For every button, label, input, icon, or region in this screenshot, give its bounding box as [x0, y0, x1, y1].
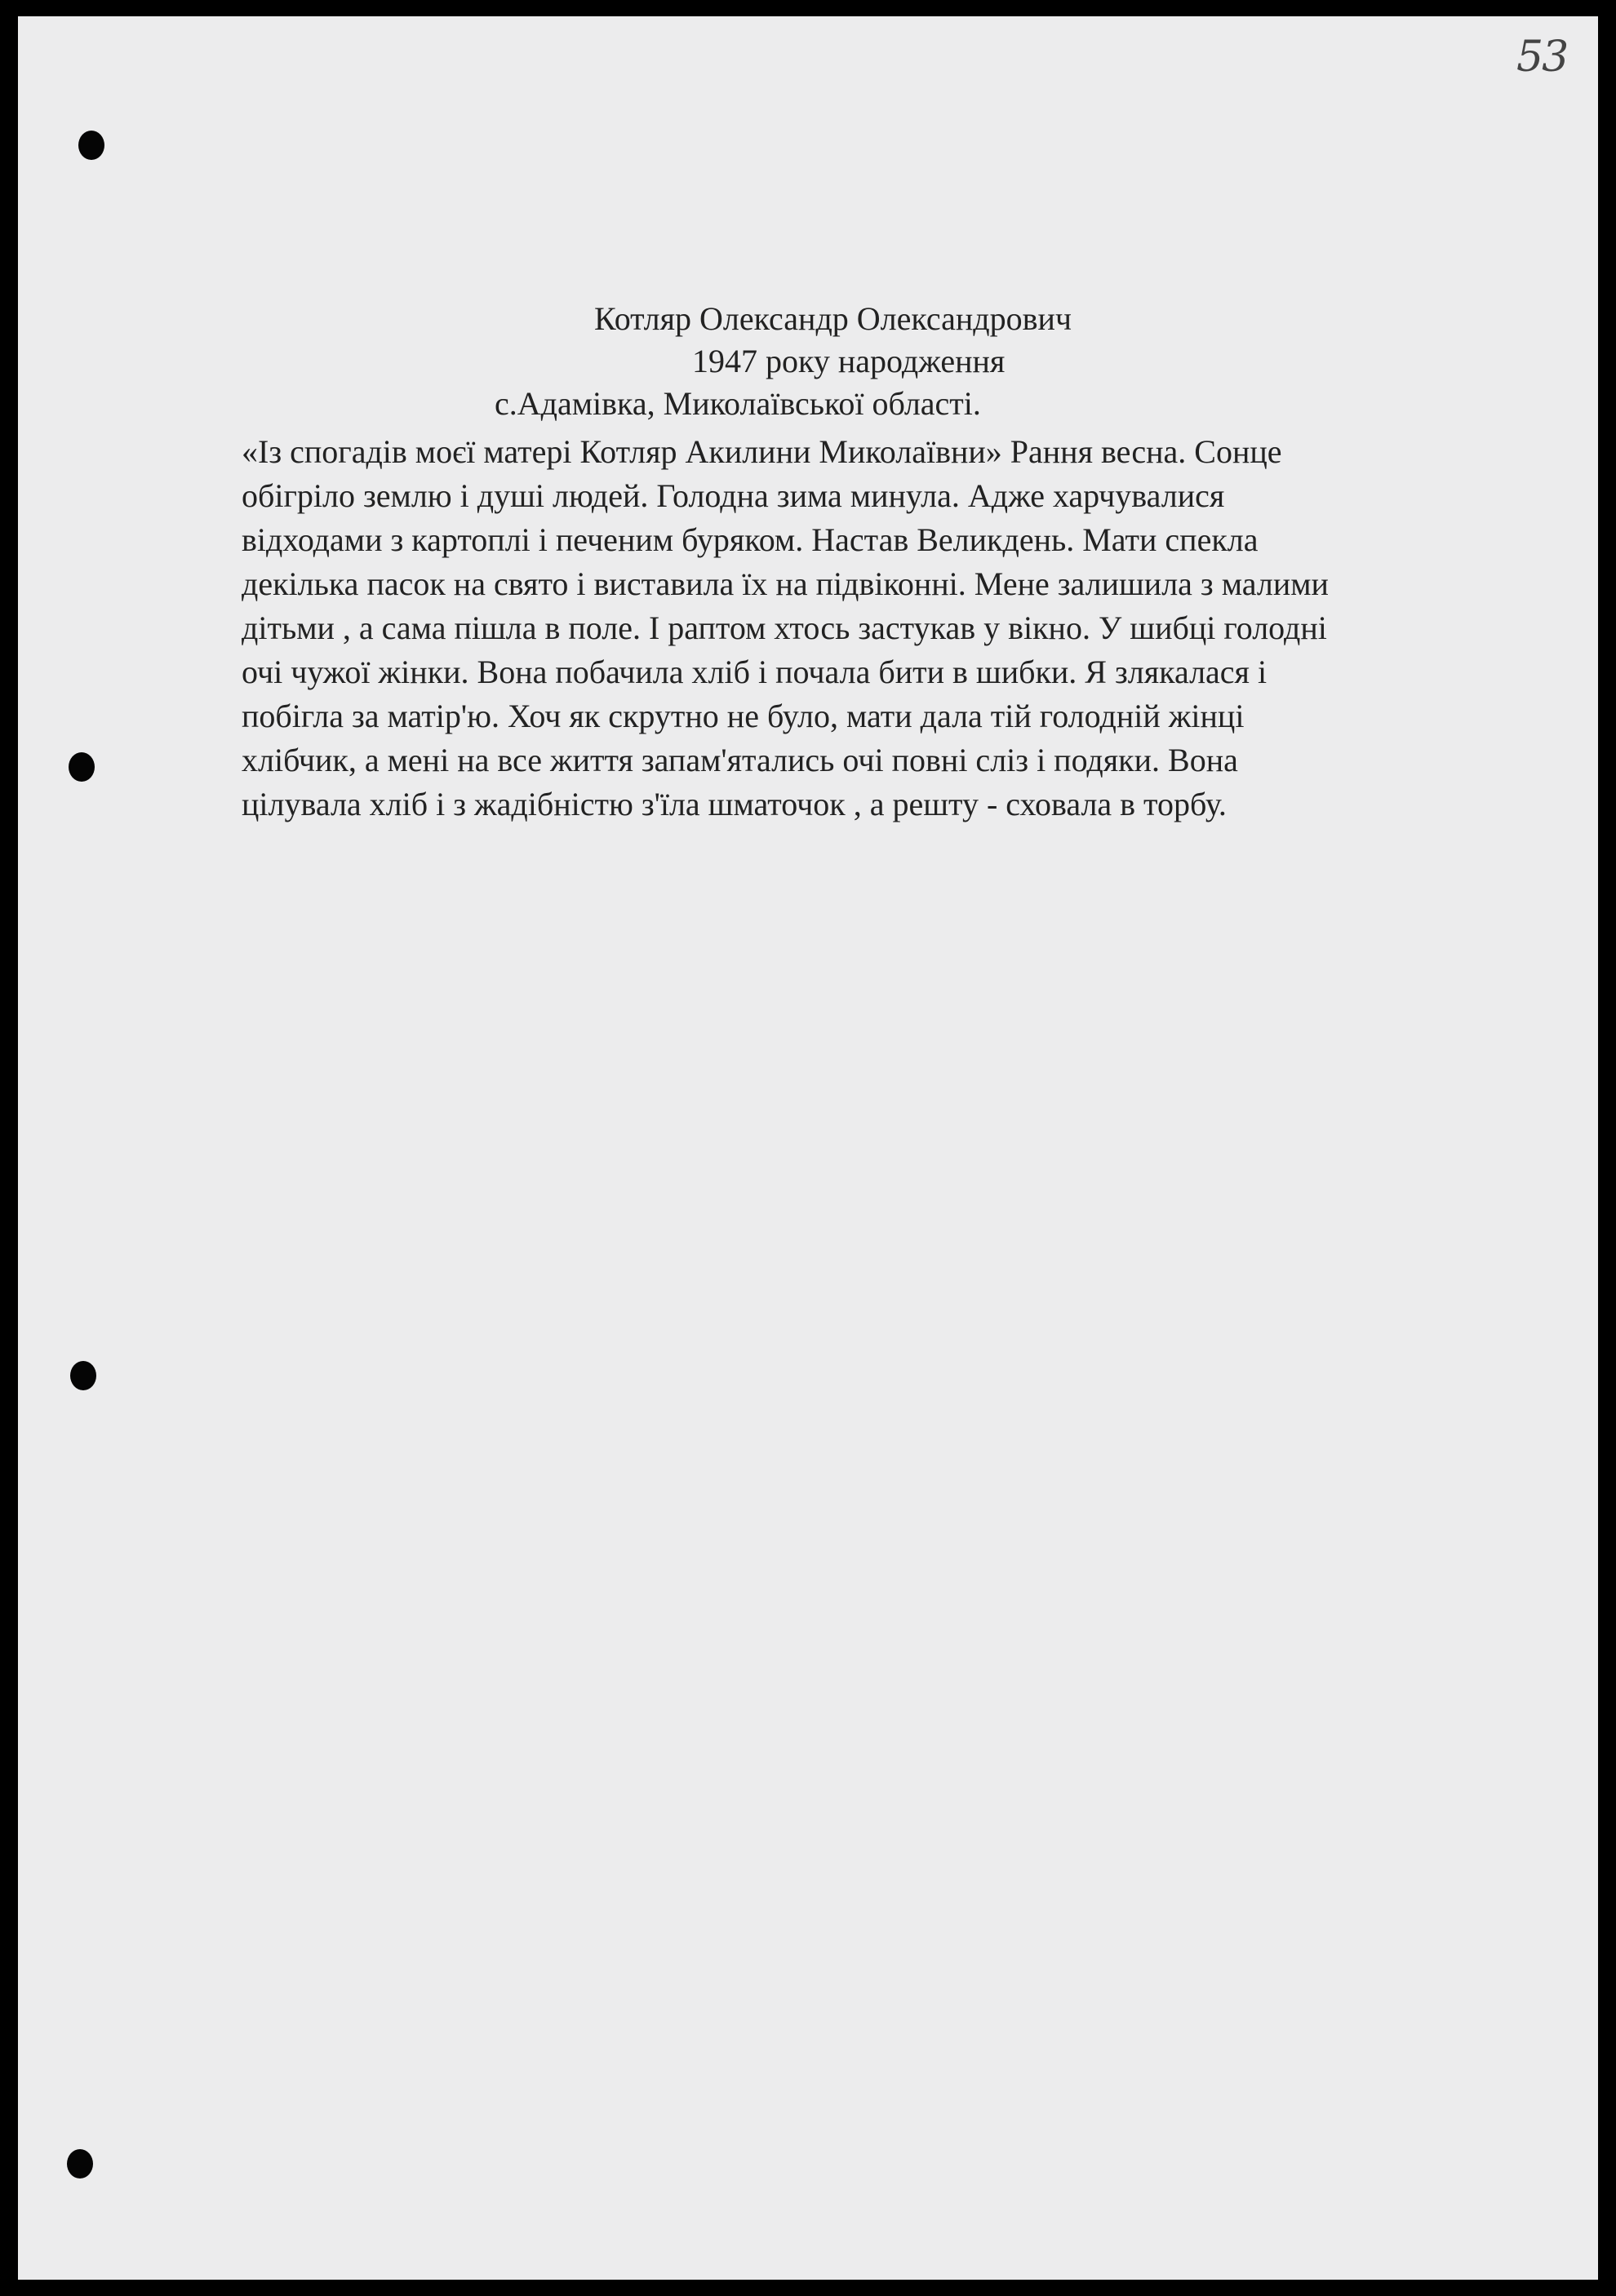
- text-line: обігріло землю і душі людей. Голодна зима минула. Адже харчувалися: [242, 477, 1225, 514]
- page-number: 53: [1516, 33, 1568, 82]
- text-line: очі чужої жінки. Вона побачила хліб і почала бити в шибки. Я злякалася і: [242, 654, 1267, 690]
- text-line: «Із спогадів моєї матері Котляр Акилини Миколаївни» Рання весна. Сонце: [242, 433, 1282, 470]
- punch-hole: [70, 1361, 96, 1390]
- testimony-text: [242, 430, 1547, 827]
- text-line: хлібчик, а мені на все життя запам'ятались очі повні сліз і подяки. Вона: [242, 742, 1238, 778]
- text-line: відходами з картоплі і печеним буряком. Настав Великдень. Мати спекла: [242, 521, 1259, 558]
- text-line: побігла за матір'ю. Хоч як скрутно не було, мати дала тій голодній жінці: [242, 698, 1245, 734]
- birth-place: с.Адамівка, Миколаївської області.: [495, 385, 981, 422]
- text-line: дітьми , а сама пішла в поле. І раптом хтось застукав у вікно. У шибці голодні: [242, 609, 1327, 646]
- punch-hole: [69, 752, 95, 782]
- text-line: цілувала хліб і з жадібністю з'їла шматочок , а решту - сховала в торбу.: [242, 786, 1227, 822]
- punch-hole: [78, 131, 104, 160]
- author-name: Котляр Олександр Олександрович: [594, 300, 1072, 337]
- punch-hole: [67, 2149, 93, 2179]
- document-page: [18, 16, 1598, 2280]
- birth-year: 1947 року народження: [692, 343, 1006, 379]
- text-line: декілька пасок на свято і виставила їх на підвіконні. Мене залишила з малими: [242, 565, 1329, 602]
